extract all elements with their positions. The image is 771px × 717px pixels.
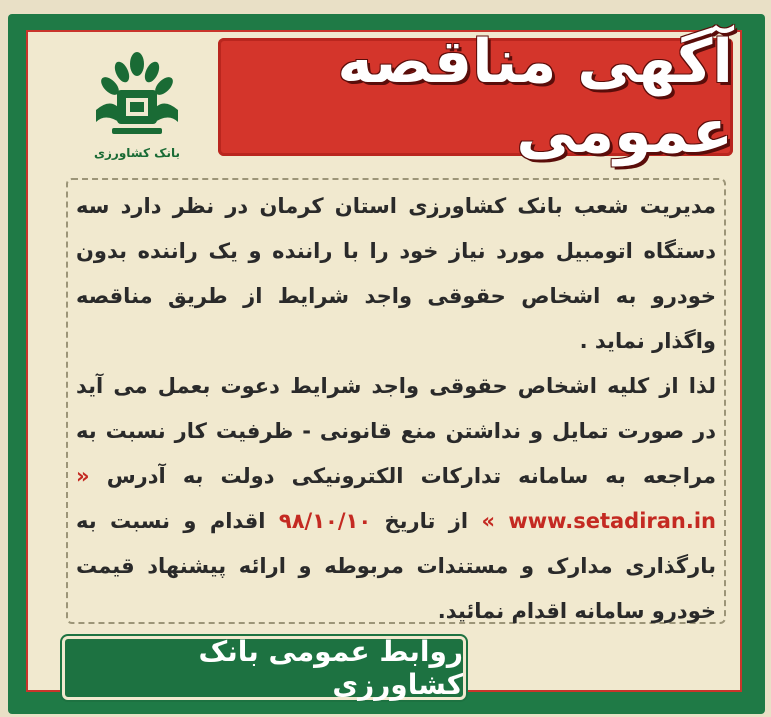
footer-text: روابط عمومی بانک کشاورزی bbox=[198, 635, 463, 701]
paragraph-2 bbox=[76, 364, 716, 634]
ad-title: آگهی مناقصه عمومی bbox=[337, 27, 733, 167]
website-url: « www.setadiran.in » bbox=[76, 464, 716, 533]
date-prefix: از تاریخ bbox=[384, 509, 469, 533]
paragraph-2-start: لذا از کلیه اشخاص حقوقی واجد شرایط دعوت بعمل می آید در صورت تمایل و نداشتن منع قانونی - ظرفیت کار نسبت به مراجعه به سامانه تدارکات الکترونیکی دولت به آدرس bbox=[76, 374, 717, 488]
tender-date: ۹۸/۱۰/۱۰ bbox=[278, 509, 372, 533]
footer-bar bbox=[62, 636, 466, 700]
bank-keshavarzi-logo-icon bbox=[82, 50, 192, 170]
wheat-emblem-icon bbox=[82, 50, 192, 146]
paragraph-1: مدیریت شعب بانک کشاورزی استان کرمان در نظر دارد سه دستگاه اتومبیل مورد نیاز خود را با راننده و یک راننده بدون خودرو به اشخاص حقوقی واجد شرایط از طریق مناقصه واگذار نماید . bbox=[76, 194, 716, 353]
ad-body bbox=[76, 184, 716, 634]
logo-caption: بانک کشاورزی bbox=[94, 146, 180, 160]
paragraph-2-end: اقدام و نسبت به بارگذاری مدارک و مستندات مربوطه و ارائه پیشنهاد قیمت خودرو سامانه اقدام نمائید. bbox=[76, 509, 716, 623]
title-banner bbox=[218, 27, 733, 167]
